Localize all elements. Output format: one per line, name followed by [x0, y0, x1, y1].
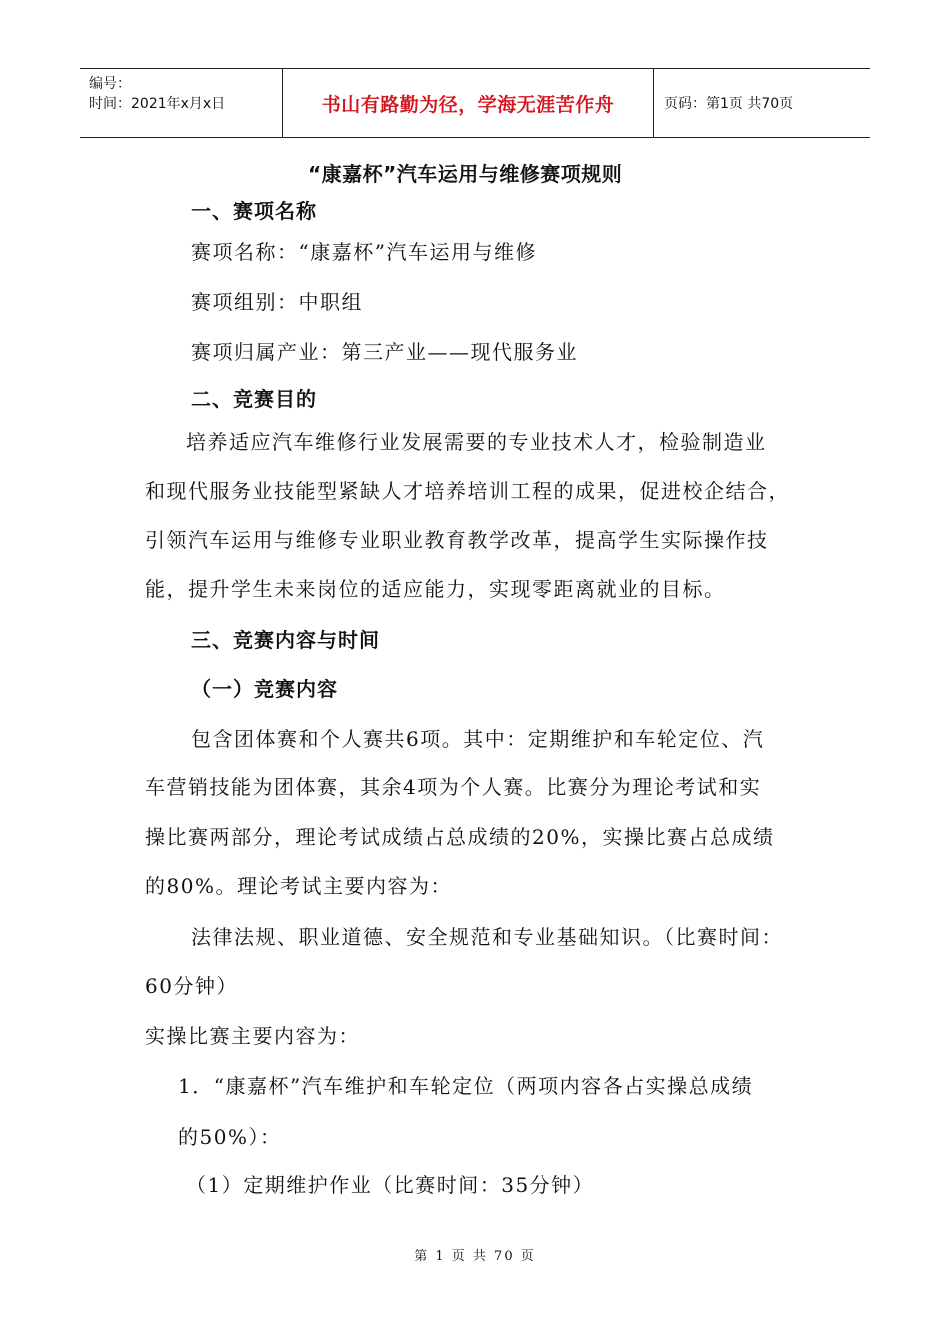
page-footer: 第 1 页 共 70 页	[414, 1249, 536, 1264]
header-motto-cell	[283, 69, 654, 137]
page-info: 页码：第1页 共70页	[664, 96, 794, 112]
section-heading-2: 二、竞赛目的	[191, 387, 317, 411]
paragraph-line: 包含团体赛和个人赛共6项。其中：定期维护和车轮定位、汽	[191, 727, 765, 751]
paragraph-line: 能，提升学生未来岗位的适应能力，实现零距离就业的目标。	[145, 577, 726, 601]
paragraph-line: 和现代服务业技能型紧缺人才培养培训工程的成果，促进校企结合，	[145, 479, 790, 503]
header-left-cell	[80, 69, 283, 137]
code-label: 编号：	[89, 76, 131, 92]
list-item: 1．“康嘉杯”汽车维护和车轮定位（两项内容各占实操总成绩	[178, 1074, 754, 1098]
paragraph-line: 培养适应汽车维修行业发展需要的专业技术人才，检验制造业	[186, 430, 767, 454]
paragraph-line: 车营销技能为团体赛，其余4项为个人赛。比赛分为理论考试和实	[145, 775, 762, 799]
paragraph-line: 赛项归属产业：第三产业——现代服务业	[191, 340, 578, 364]
paragraph-line: 引领汽车运用与维修专业职业教育教学改革，提高学生实际操作技	[145, 528, 769, 552]
document-title: “康嘉杯”汽车运用与维修赛项规则	[308, 162, 623, 186]
time-label: 时间：2021年x月x日	[89, 96, 226, 112]
paragraph-line: 赛项组别：中职组	[191, 290, 363, 314]
paragraph-line: 60分钟）	[145, 974, 238, 998]
header-right-cell	[654, 69, 870, 137]
paragraph-line: 法律法规、职业道德、安全规范和专业基础知识。（比赛时间：	[191, 925, 783, 949]
section-heading-1: 一、赛项名称	[191, 199, 317, 223]
section-heading-3: 三、竞赛内容与时间	[191, 628, 380, 652]
sub-list-item: （1）定期维护作业（比赛时间：35分钟）	[186, 1173, 595, 1197]
paragraph-line: 实操比赛主要内容为：	[145, 1024, 360, 1048]
subsection-heading: （一）竞赛内容	[191, 677, 338, 701]
paragraph-line: 赛项名称：“康嘉杯”汽车运用与维修	[191, 240, 537, 264]
list-item-continuation: 的50%）：	[178, 1125, 282, 1149]
paragraph-line: 的80%。理论考试主要内容为：	[145, 874, 452, 898]
paragraph-line: 操比赛两部分，理论考试成绩占总成绩的20%，实操比赛占总成绩	[145, 825, 775, 849]
page-header	[80, 68, 870, 138]
motto-text: 书山有路勤为径，学海无涯苦作舟	[321, 93, 615, 116]
